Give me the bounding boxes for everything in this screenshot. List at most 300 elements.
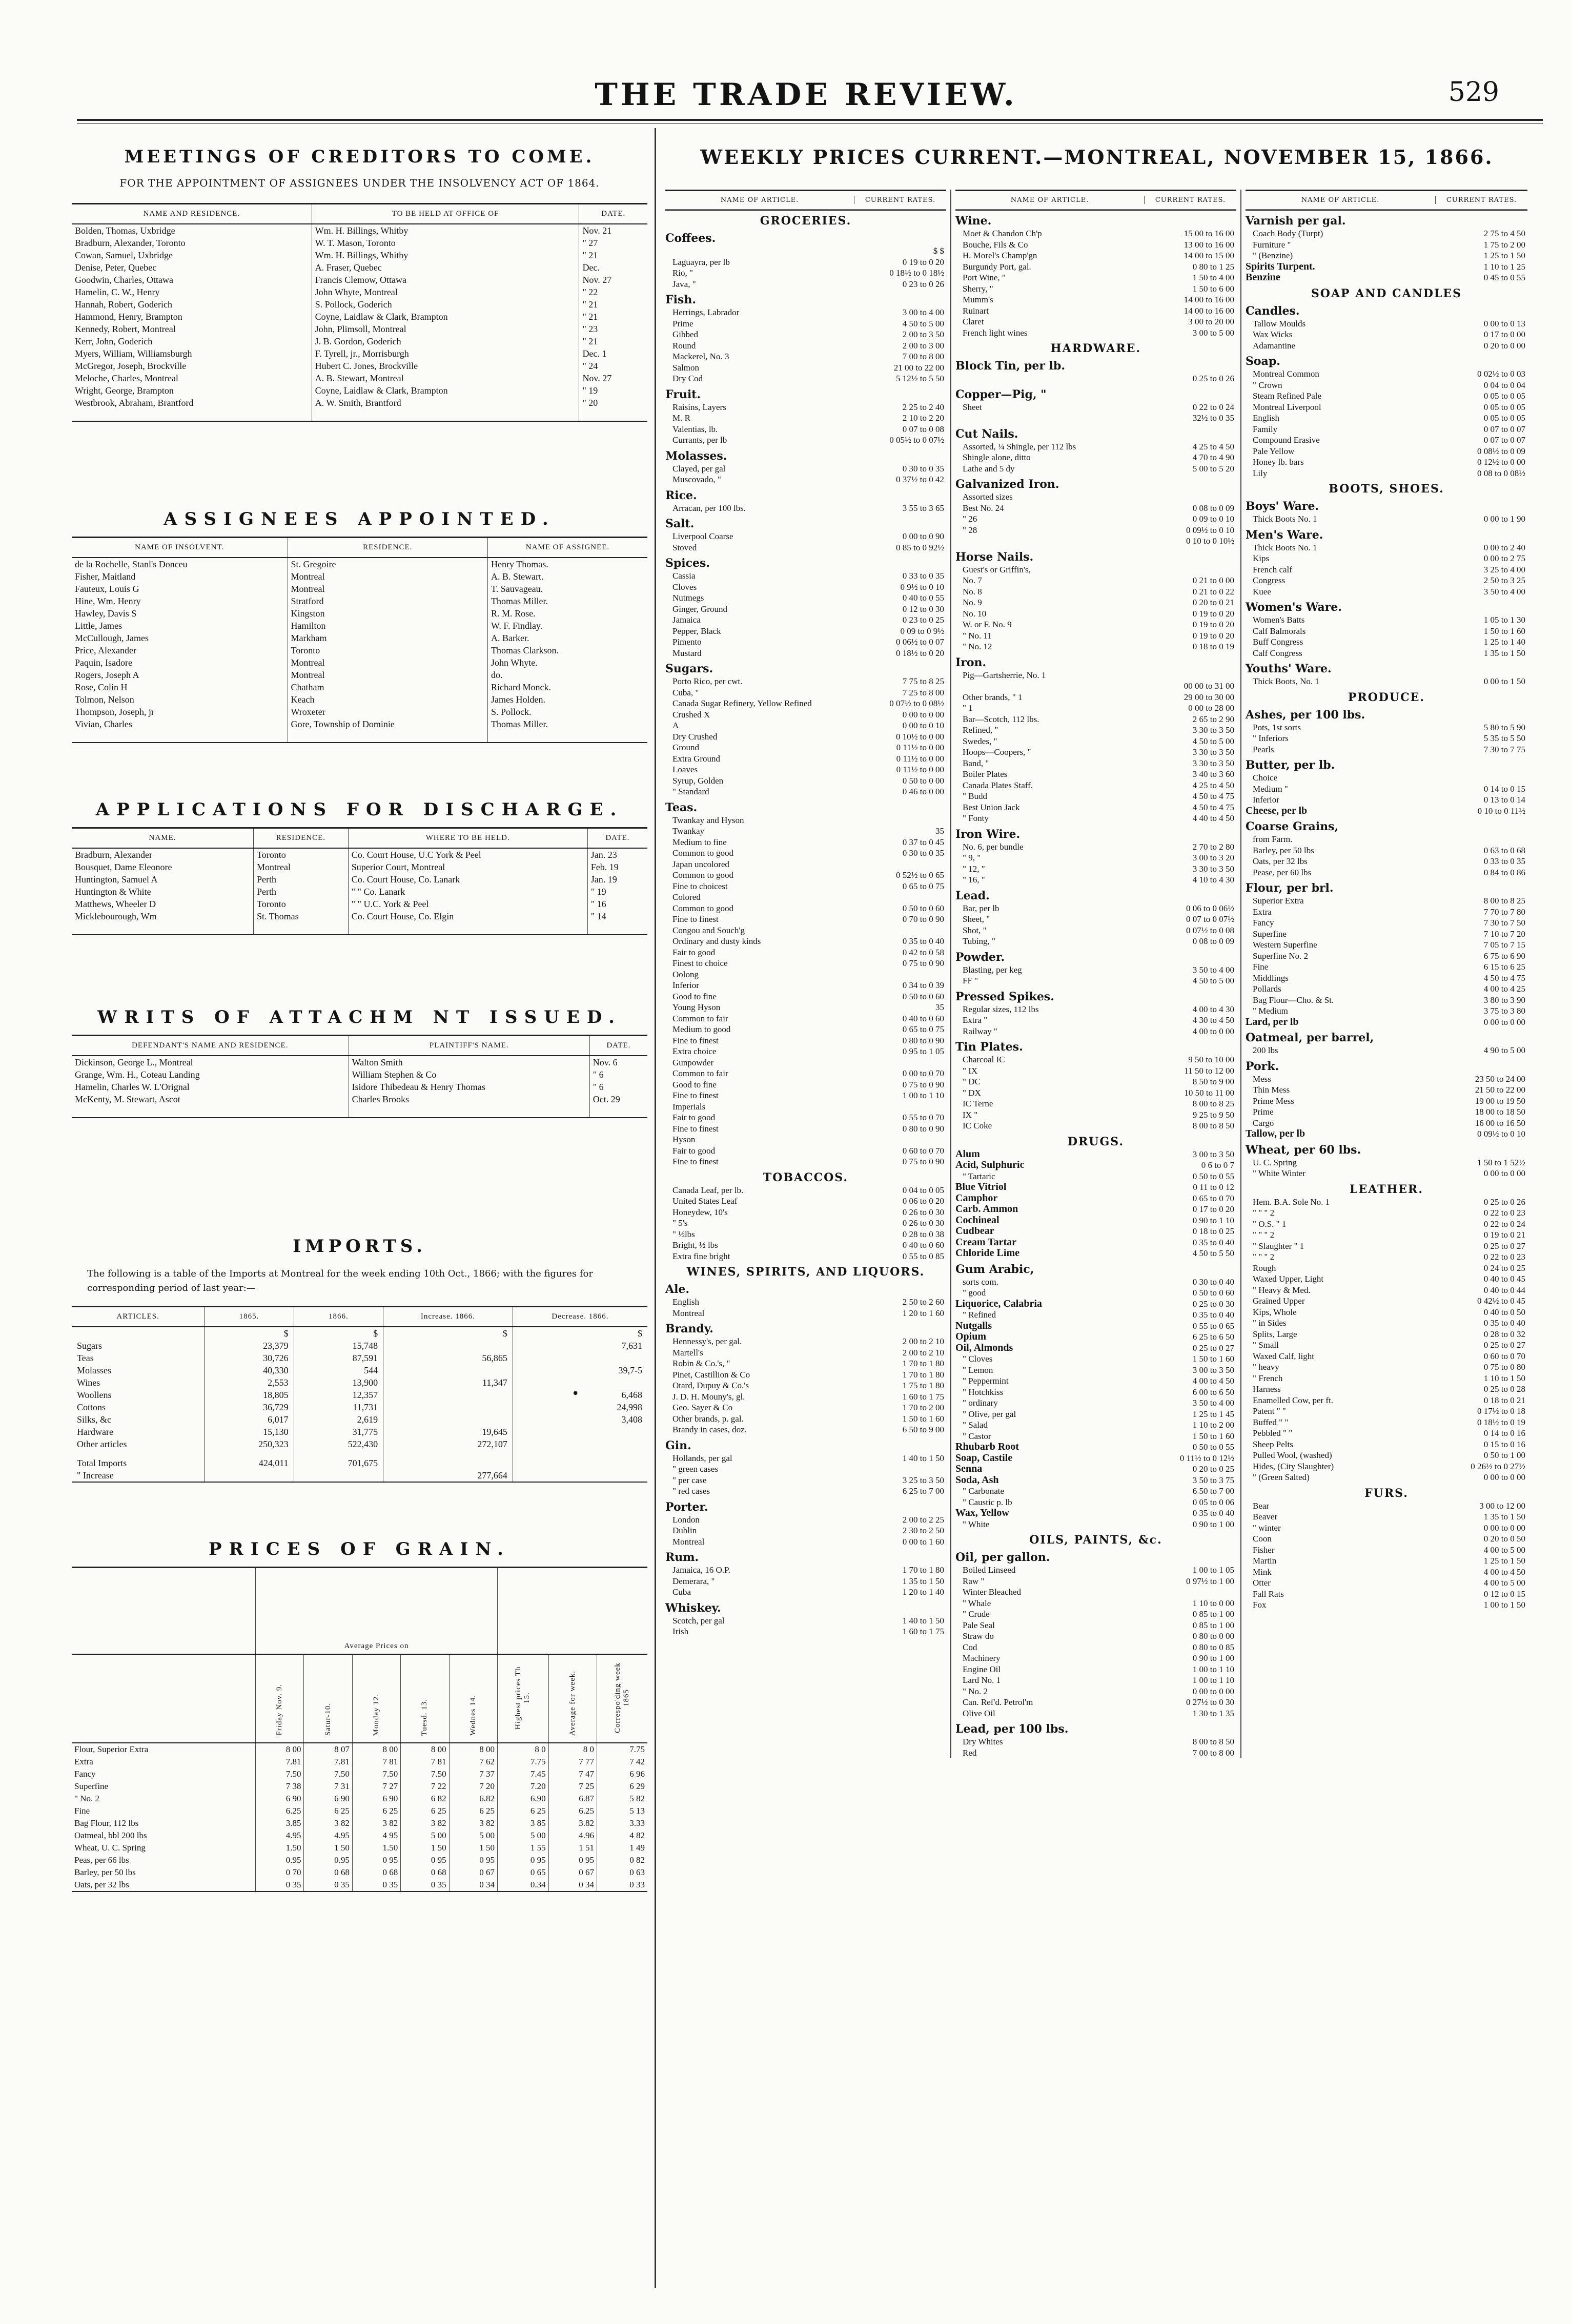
price-row [665, 815, 946, 826]
grain-cell: 0 82 [597, 1854, 648, 1866]
price-rate: 8 00 to 8 25 [1483, 896, 1525, 906]
price-article-name: Syrup, Golden [672, 775, 724, 786]
price-rate: 0 30 to 0 35 [902, 463, 944, 474]
price-category-heading: Soap. [1246, 355, 1280, 368]
price-rate: 3 50 to 4 00 [1483, 586, 1525, 597]
grain-cell: 0 68 [401, 1866, 449, 1879]
price-row [955, 441, 1236, 453]
price-article-name: Thin Mess [1253, 1085, 1290, 1095]
price-rate: 0 06 to 0 20 [902, 1196, 944, 1206]
meetings-cell: Meloche, Charles, Montreal [75, 373, 178, 383]
price-article-name: Western Superfine [1253, 940, 1317, 950]
price-article-name: Wax Wicks [1253, 330, 1293, 339]
price-article-name: Fall Rats [1253, 1589, 1284, 1599]
price-article-name: Tallow Moulds [1253, 318, 1306, 328]
price-rate: 4 90 to 5 00 [1483, 1045, 1525, 1055]
price-row [955, 239, 1236, 251]
price-row [955, 936, 1236, 947]
assignees-cell: Hamilton [288, 620, 488, 632]
prices-column-header [955, 190, 1236, 211]
grain-cell: 5 00 [449, 1829, 497, 1842]
price-category-heading: Brandy. [665, 1322, 713, 1335]
price-article-name: Calf Balmorals [1253, 626, 1306, 636]
price-row [955, 641, 1236, 652]
grain-col-header [449, 1655, 497, 1743]
grain-table [72, 1567, 647, 1892]
price-row [1246, 239, 1527, 251]
grain-col-header [72, 1655, 256, 1743]
discharge-spacer [72, 922, 647, 935]
price-row [1246, 424, 1527, 435]
price-row [1246, 744, 1527, 755]
assignees-cell: Rogers, Joseph A [75, 670, 139, 680]
price-row [955, 1747, 1236, 1759]
price-rate: 13 00 to 16 00 [1184, 239, 1234, 250]
imports-cell: 11,347 [383, 1376, 513, 1389]
price-rate: 1 75 to 2 00 [1483, 239, 1525, 250]
price-row [955, 564, 1236, 575]
assignees-cell: Montreal [288, 570, 488, 583]
price-rate: 0 05 to 0 05 [1483, 402, 1525, 412]
price-row [1246, 1461, 1527, 1472]
price-article-name: Blasting, per keg [963, 964, 1022, 975]
writs-cell: Nov. 6 [589, 1056, 647, 1068]
price-rate: 0 18½ to 0 18½ [889, 268, 944, 278]
prices-column-header [665, 190, 946, 211]
discharge-cell: Huntington & White [75, 887, 151, 897]
writs-cell: Oct. 29 [589, 1093, 647, 1105]
discharge-title: APPLICATIONS FOR DISCHARGE. [95, 799, 624, 820]
price-rate: 0 40 to 0 60 [902, 1013, 944, 1023]
imports-unit: $ [205, 1327, 294, 1340]
price-rate: 1 00 to 1 05 [1192, 1565, 1234, 1575]
price-article-name: " per case [672, 1475, 707, 1485]
meetings-cell: Goodwin, Charles, Ottawa [75, 275, 173, 285]
price-row [955, 1375, 1236, 1387]
price-row [665, 1514, 946, 1526]
price-row [665, 531, 946, 542]
price-row [665, 1626, 946, 1637]
assignees-row [72, 632, 647, 644]
price-article-name: H. Morel's Champ'gn [963, 251, 1037, 260]
grain-cell: 8 00 [449, 1743, 497, 1756]
price-row [665, 1229, 946, 1240]
price-rate: 0 00 to 0 10 [902, 721, 944, 730]
meetings-cell: " 19 [579, 384, 647, 397]
price-article-name [955, 413, 1144, 424]
price-article-name: Sheep Pelts [1253, 1439, 1293, 1449]
price-rate: 5 00 to 5 20 [1192, 463, 1234, 474]
meetings-row [72, 347, 647, 360]
price-row [665, 764, 946, 775]
price-article-name: " 12, " [963, 863, 985, 874]
grain-cell: 4 82 [597, 1829, 648, 1842]
price-article-name: " in Sides [1253, 1318, 1287, 1328]
price-article-name: Raisins, Layers [672, 402, 726, 412]
assignees-cell: Wroxeter [288, 706, 488, 718]
price-article-name: Superfine [1253, 929, 1287, 939]
price-article-name: Lard No. 1 [963, 1675, 1001, 1685]
price-row [955, 1015, 1236, 1026]
price-row [665, 870, 946, 881]
price-row [665, 402, 946, 413]
price-article-name: " Small [1253, 1340, 1279, 1350]
price-row [665, 245, 946, 257]
price-article-name: " Budd [963, 791, 988, 801]
price-row [665, 1391, 946, 1403]
imports-col-header: Increase. 1866. [383, 1307, 513, 1327]
price-row [665, 925, 946, 936]
price-rate [854, 1134, 946, 1145]
meetings-row [72, 397, 647, 409]
grain-cell: 6 25 [498, 1805, 549, 1817]
price-category-name: Soda, Ash [955, 1474, 999, 1486]
price-row [1246, 845, 1527, 856]
price-rate: 0 22 to 0 23 [1483, 1208, 1525, 1218]
assignees-row [72, 718, 647, 730]
price-row [665, 1615, 946, 1627]
imports-cell: 11,731 [294, 1401, 383, 1413]
grain-cell: 6 25 [304, 1805, 352, 1817]
meetings-cell: Bradburn, Alexander, Toronto [75, 238, 186, 248]
header-current-rates: CURRENT RATES. [1144, 196, 1236, 204]
price-article-name: Medium to good [672, 1024, 731, 1034]
price-rate: 4 00 to 4 25 [1483, 984, 1525, 994]
price-rate: 4 25 to 4 50 [1192, 441, 1234, 451]
price-rate: 0 12 to 0 15 [1483, 1589, 1525, 1599]
price-article-name: " good [963, 1288, 986, 1298]
price-article-name: Prime Mess [1253, 1096, 1294, 1106]
masthead [82, 77, 1530, 118]
price-rate: 23 50 to 24 00 [1475, 1074, 1525, 1084]
price-article-name: Congress [1253, 575, 1286, 585]
discharge-col-header: DATE. [587, 828, 647, 849]
price-article-name: Cod [963, 1642, 977, 1652]
price-article-name: Other brands, " 1 [963, 692, 1023, 702]
price-category-heading: Coffees. [665, 232, 716, 245]
grain-cell: 1 50 [401, 1842, 449, 1854]
meetings-cell: Wm. H. Billings, Whitby [312, 249, 579, 261]
prices-current-grid [661, 190, 1533, 1758]
price-article-name: Salmon [672, 362, 699, 373]
price-row [665, 1369, 946, 1381]
price-article-name: Gibbed [672, 330, 699, 339]
price-rate: 0 12½ to 0 00 [1477, 457, 1525, 467]
price-row [665, 848, 946, 859]
assignees-table [72, 537, 647, 743]
meetings-cell: John, Plimsoll, Montreal [312, 323, 579, 335]
price-row [665, 1576, 946, 1587]
price-article-name: Finest to choice [672, 958, 728, 968]
assignees-cell: W. F. Findlay. [488, 620, 647, 632]
price-row [1246, 1395, 1527, 1406]
price-rate: 2 30 to 2 50 [902, 1526, 944, 1535]
price-article-name: Bear [1253, 1500, 1270, 1511]
price-row [1246, 329, 1527, 340]
price-article-name: Gunpowder [672, 1057, 714, 1067]
page-number: 529 [1448, 77, 1499, 108]
writs-section [72, 1007, 647, 1118]
price-row [1246, 1577, 1527, 1589]
price-row [955, 1420, 1236, 1431]
imports-cell: 2,553 [205, 1376, 294, 1389]
price-row [1246, 1005, 1527, 1017]
price-row [1246, 1351, 1527, 1362]
price-row [665, 980, 946, 991]
price-rate: 3 25 to 3 50 [902, 1475, 944, 1485]
price-article-name: " Lemon [963, 1365, 993, 1375]
meetings-table [72, 203, 647, 422]
imports-cell: Sugars [77, 1341, 102, 1351]
price-rate: 5 35 to 5 50 [1483, 733, 1525, 743]
price-rate: 0 02½ to 0 03 [1477, 369, 1525, 379]
price-row [955, 402, 1236, 413]
discharge-cell: Micklebourough, Wm [75, 911, 157, 921]
price-rate: 0 00 to 1 90 [1483, 514, 1525, 524]
grain-cell: 0 95 [449, 1854, 497, 1866]
price-article-name: Fox [1253, 1600, 1267, 1610]
price-rate: 0 18 to 0 21 [1483, 1395, 1525, 1405]
meetings-cell: Cowan, Samuel, Uxbridge [75, 250, 173, 260]
discharge-cell: Matthews, Wheeler D [75, 899, 156, 909]
price-rate: 4 40 to 4 50 [1192, 813, 1234, 823]
meetings-col-header: NAME AND RESIDENCE. [72, 204, 312, 224]
price-row [665, 1024, 946, 1035]
price-row [665, 1196, 946, 1207]
price-rate: 0 6 to 0 7 [1201, 1160, 1234, 1170]
price-rate: 1 60 to 1 75 [902, 1627, 944, 1636]
grain-col-header-label: Average for week. [568, 1670, 577, 1736]
grain-col-header [304, 1655, 352, 1743]
price-article-name: Bar, per lb [963, 903, 999, 913]
price-row [1246, 1017, 1527, 1028]
price-rate: 3 30 to 3 50 [1192, 863, 1234, 874]
price-article-name: Pepper, Black [672, 626, 721, 636]
price-row [955, 1004, 1236, 1015]
grain-cell: 4 95 [352, 1829, 400, 1842]
price-category-heading: Copper—Pig, " [955, 387, 1047, 401]
price-row [1246, 468, 1527, 479]
price-article-name: Martell's [672, 1347, 703, 1358]
price-article-name: " Castor [963, 1431, 991, 1441]
imports-cell [513, 1426, 647, 1438]
price-rate: 6 50 to 9 00 [902, 1425, 944, 1434]
price-article-name: Extra " [963, 1015, 988, 1025]
price-row [665, 329, 946, 340]
price-row [1246, 1439, 1527, 1450]
price-category-heading: Pressed Spikes. [955, 990, 1054, 1003]
price-rate: 0 40 to 0 44 [1483, 1285, 1525, 1295]
price-category-heading: OILS, PAINTS, &c. [1029, 1533, 1162, 1547]
discharge-row [72, 873, 647, 886]
meetings-cell: Dec. 1 [579, 347, 647, 360]
price-rate: 7 30 to 7 75 [1483, 744, 1525, 754]
grain-cell: 7 20 [449, 1780, 497, 1793]
price-rate: 4 50 to 5 00 [1192, 736, 1234, 746]
price-rate [854, 859, 946, 870]
price-rate: 0 11½ to 0 12½ [1179, 1453, 1234, 1463]
price-rate: 3 50 to 4 00 [1192, 1398, 1234, 1408]
price-article-name: Hoops—Coopers, " [963, 747, 1031, 757]
price-row [1246, 1251, 1527, 1263]
price-article-name: " Whale [963, 1598, 991, 1608]
price-row [1246, 1128, 1527, 1140]
imports-cell [383, 1413, 513, 1426]
price-rate: 0 19 to 0 21 [1483, 1230, 1525, 1240]
price-row [1246, 1428, 1527, 1439]
price-article-name: " (Benzine) [1253, 251, 1293, 260]
writs-cell: Grange, Wm. H., Coteau Landing [75, 1070, 200, 1080]
price-rate: 3 00 to 20 00 [1188, 317, 1234, 326]
price-row [1246, 806, 1527, 817]
assignees-cell: James Holden. [488, 693, 647, 706]
price-row [955, 1387, 1236, 1398]
price-category-name: Benzine [1246, 272, 1280, 283]
meetings-cell: Dec. [579, 261, 647, 274]
meetings-row [72, 335, 647, 347]
meetings-row [72, 384, 647, 397]
price-article-name: Sherry, " [963, 283, 993, 294]
grain-col-header-label: Satur-10. [323, 1702, 332, 1736]
price-article-name: Extra fine bright [672, 1251, 730, 1261]
discharge-col-header: RESIDENCE. [254, 828, 349, 849]
price-article-name: " Standard [672, 787, 709, 796]
price-article-name: Fair to good [672, 947, 716, 957]
price-row [665, 892, 946, 903]
writs-row [72, 1081, 647, 1093]
price-row [955, 463, 1236, 475]
meetings-cell: S. Pollock, Goderich [312, 298, 579, 311]
price-rate: 0 05 to 0 05 [1483, 391, 1525, 401]
discharge-spacer-cell [587, 922, 647, 935]
price-article-name: Arracan, per 100 lbs. [672, 503, 746, 513]
price-rate: 1 10 to 0 00 [1192, 1598, 1234, 1608]
price-rate: 0 00 to 0 00 [1192, 1686, 1234, 1696]
grain-cell: 3.33 [597, 1817, 648, 1829]
discharge-col-header: WHERE TO BE HELD. [348, 828, 587, 849]
writs-row [72, 1093, 647, 1105]
price-category-heading: Lead. [955, 889, 990, 902]
header-name-of-article: NAME OF ARTICLE. [1010, 196, 1089, 204]
price-row [955, 1686, 1236, 1697]
price-row [955, 1309, 1236, 1321]
price-rate: 0 11½ to 0 00 [896, 743, 944, 752]
price-row [665, 582, 946, 593]
grain-row [72, 1817, 647, 1829]
writs-row [72, 1056, 647, 1068]
imports-cell: 522,430 [294, 1438, 383, 1450]
price-article-name: Superior Extra [1253, 896, 1304, 906]
price-rate: 0 11½ to 0 00 [896, 765, 944, 774]
price-row [665, 1035, 946, 1046]
imports-cell: Teas [77, 1353, 94, 1363]
price-row [665, 362, 946, 374]
price-article-name: Pinet, Castillion & Co [672, 1369, 750, 1380]
imports-cell [383, 1340, 513, 1352]
price-row [955, 692, 1236, 703]
price-article-name: " Cloves [963, 1354, 993, 1364]
assignees-cell: Thomas Clarkson. [488, 644, 647, 656]
price-row [1246, 513, 1527, 525]
price-rate: 0 18½ to 0 20 [896, 648, 944, 658]
price-row [1246, 1545, 1527, 1556]
price-article-name: Extra choice [672, 1046, 717, 1056]
grain-cell: 6.25 [548, 1805, 597, 1817]
price-article-name: Bright, ½ lbs [672, 1240, 718, 1250]
discharge-cell: Toronto [254, 898, 349, 910]
price-row [955, 1054, 1236, 1065]
price-row [665, 786, 946, 797]
price-row [665, 1525, 946, 1536]
price-rate: 35 [935, 826, 944, 836]
assignees-spacer-cell [288, 730, 488, 743]
price-article-name: Other brands, p. gal. [672, 1413, 744, 1424]
price-rate: 0 00 to 2 40 [1483, 542, 1525, 552]
price-article-name: IX " [963, 1109, 978, 1120]
price-rate: 1 70 to 1 80 [902, 1369, 944, 1380]
price-article-name: J. D. H. Mouny's, gl. [672, 1391, 745, 1402]
price-row [665, 1565, 946, 1576]
price-category-heading: GROCERIES. [760, 214, 852, 228]
price-article-name: Women's Batts [1253, 615, 1305, 625]
price-category-name: Senna [955, 1464, 983, 1474]
price-category-name: Cochineal [955, 1215, 999, 1226]
price-rate: 0 52½ to 0 65 [896, 870, 944, 880]
assignees-title: ASSIGNEES APPOINTED. [164, 509, 556, 529]
grain-cell: 1.50 [352, 1842, 400, 1854]
price-article-name: Prime [672, 318, 693, 328]
price-row [1246, 1417, 1527, 1428]
meetings-row [72, 249, 647, 261]
price-rate: 0 33 to 0 35 [1483, 856, 1525, 866]
writs-spacer-cell [589, 1105, 647, 1118]
price-rate: 2 65 to 2 90 [1192, 714, 1234, 724]
price-article-name: Best Union Jack [963, 802, 1020, 812]
price-rate: 0 55 to 0 65 [1192, 1321, 1234, 1331]
price-article-name: No. 6, per bundle [963, 841, 1024, 852]
price-category-name: Blue Vitriol [955, 1182, 1007, 1192]
price-article-name: U. C. Spring [1253, 1157, 1297, 1167]
price-row [1246, 402, 1527, 413]
price-row [955, 703, 1236, 714]
grain-cell: 7 77 [548, 1756, 597, 1768]
imports-title: IMPORTS. [293, 1236, 426, 1257]
price-rate: 00 00 to 31 00 [1184, 681, 1234, 691]
price-article-name: Tubing, " [963, 936, 995, 946]
price-category-name: Camphor [955, 1192, 998, 1204]
imports-increase-cell [205, 1469, 294, 1482]
price-row [1246, 318, 1527, 330]
price-row [955, 670, 1236, 681]
price-category-heading: Teas. [665, 800, 698, 814]
imports-cell: Hardware [77, 1427, 113, 1437]
price-rate: 0 19 to 0 20 [1192, 630, 1234, 641]
price-article-name [955, 681, 1144, 692]
price-category-heading: Lead, per 100 lbs. [955, 1722, 1069, 1736]
price-row [955, 630, 1236, 642]
discharge-row [72, 886, 647, 898]
header-name-of-article: NAME OF ARTICLE. [720, 196, 799, 204]
price-rate: 6 00 to 6 50 [1192, 1387, 1234, 1397]
discharge-cell: Jan. 23 [587, 848, 647, 861]
price-article-name: Extra [1253, 907, 1272, 917]
assignees-row [72, 669, 647, 681]
grain-cell: 8 0 [548, 1743, 597, 1756]
price-article-name: Steam Refined Pale [1253, 391, 1322, 401]
price-rate: 0 11½ to 0 00 [896, 753, 944, 764]
price-category-heading: Sugars. [665, 662, 713, 675]
price-rate: 1 30 to 1 35 [1192, 1708, 1234, 1718]
